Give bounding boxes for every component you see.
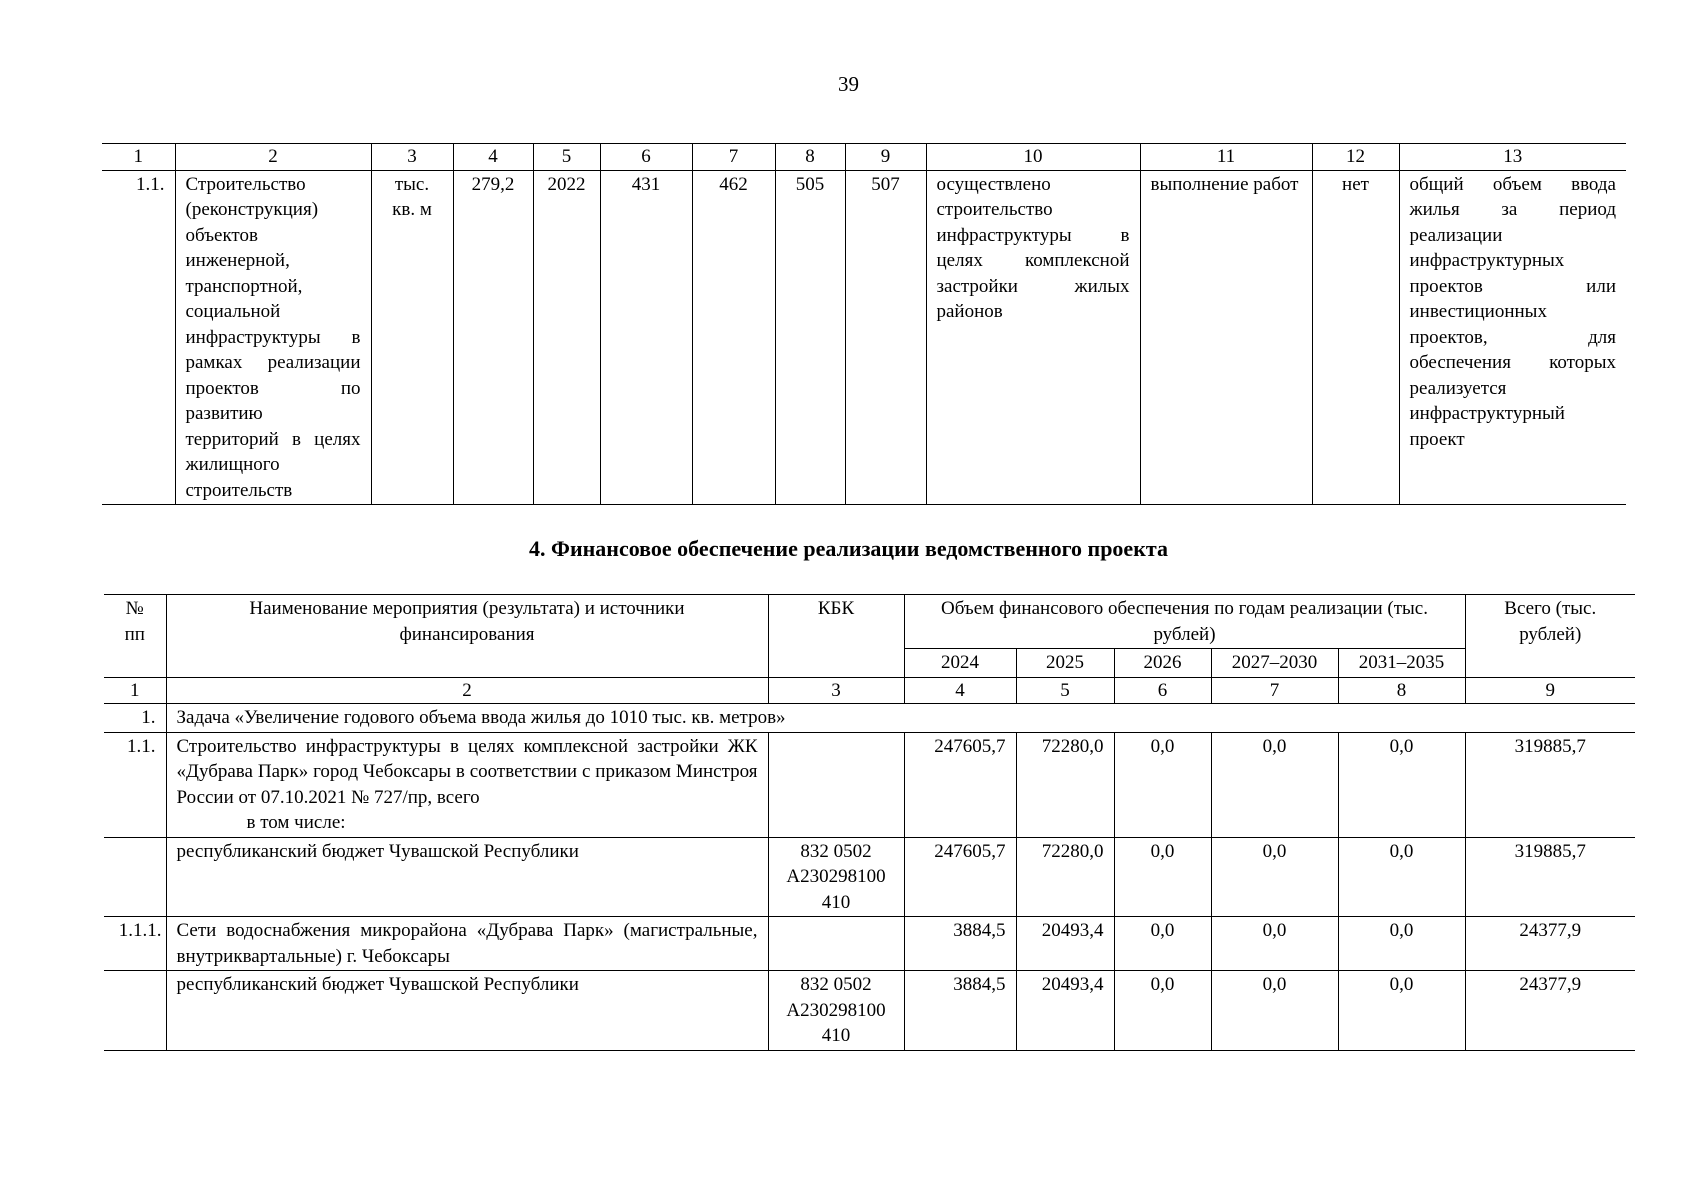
header-year: 2024 <box>904 649 1016 678</box>
row-name: Сети водоснабжения микрорайона «Дубрава Парк» (магистральные, внутриквартальные) г. Чебоксары <box>166 917 768 971</box>
row-number: 1. <box>104 704 166 733</box>
row-sub-label: в том числе: <box>246 812 346 833</box>
row-number <box>104 837 166 917</box>
value-2025: 72280,0 <box>1016 837 1114 917</box>
value-2026: 0,0 <box>1114 837 1211 917</box>
value-2025: 20493,4 <box>1016 917 1114 971</box>
kbk-cell <box>768 917 904 971</box>
col-number: 13 <box>1399 144 1626 171</box>
base-year: 2022 <box>533 170 600 505</box>
page-number: 39 <box>838 72 859 96</box>
value-cell: 431 <box>600 170 692 505</box>
col-number: 4 <box>453 144 533 171</box>
unit: тыс. кв. м <box>371 170 453 505</box>
row-number <box>104 971 166 1051</box>
header-year: 2027–2030 <box>1211 649 1338 678</box>
value-2031-2035: 0,0 <box>1338 732 1465 837</box>
value-2031-2035: 0,0 <box>1338 971 1465 1051</box>
value-2031-2035: 0,0 <box>1338 837 1465 917</box>
task-text: Задача «Увеличение годового объема ввода жилья до 1010 тыс. кв. метров» <box>166 704 1635 733</box>
financing-table <box>104 594 1635 1051</box>
col-number: 1 <box>104 677 166 704</box>
value-2031-2035: 0,0 <box>1338 917 1465 971</box>
col-number: 8 <box>1338 677 1465 704</box>
value-total: 24377,9 <box>1465 971 1635 1051</box>
kbk-cell: 832 0502 А230298100 410 <box>768 971 904 1051</box>
row-name: республиканский бюджет Чувашской Республики <box>166 837 768 917</box>
row-name-cell <box>166 732 768 837</box>
value-2024: 247605,7 <box>904 732 1016 837</box>
table-row <box>102 170 1626 505</box>
value-total: 319885,7 <box>1465 837 1635 917</box>
value-2026: 0,0 <box>1114 732 1211 837</box>
task-row <box>104 704 1635 733</box>
col-number: 7 <box>692 144 775 171</box>
table-row <box>104 732 1635 837</box>
header-year: 2031–2035 <box>1338 649 1465 678</box>
result-characteristic: общий объем ввода жилья за период реализации инфраструктурных проектов или инвестиционных проектов, для обеспечения которых реализуется инфраструктурный проект <box>1399 170 1626 505</box>
value-2024: 3884,5 <box>904 917 1016 971</box>
row-name: республиканский бюджет Чувашской Республики <box>166 971 768 1051</box>
row-number: 1.1. <box>104 732 166 837</box>
result-type: выполнение работ <box>1140 170 1312 505</box>
header-year: 2026 <box>1114 649 1211 678</box>
header-number: № пп <box>104 595 166 678</box>
header-volume: Объем финансового обеспечения по годам реализации (тыс. рублей) <box>904 595 1465 649</box>
col-number: 9 <box>845 144 926 171</box>
row-number: 1.1. <box>102 170 175 505</box>
column-number-row <box>104 677 1635 704</box>
col-number: 4 <box>904 677 1016 704</box>
value-2027-2030: 0,0 <box>1211 917 1338 971</box>
col-number: 5 <box>533 144 600 171</box>
value-2024: 3884,5 <box>904 971 1016 1051</box>
base-value: 279,2 <box>453 170 533 505</box>
kbk-cell: 832 0502 А230298100 410 <box>768 837 904 917</box>
result-flag: нет <box>1312 170 1399 505</box>
col-number: 5 <box>1016 677 1114 704</box>
value-2026: 0,0 <box>1114 917 1211 971</box>
value-2024: 247605,7 <box>904 837 1016 917</box>
value-2027-2030: 0,0 <box>1211 732 1338 837</box>
col-number: 2 <box>166 677 768 704</box>
column-number-row <box>102 144 1626 171</box>
col-number: 3 <box>768 677 904 704</box>
col-number: 1 <box>102 144 175 171</box>
table-row <box>104 971 1635 1051</box>
col-number: 12 <box>1312 144 1399 171</box>
col-number: 11 <box>1140 144 1312 171</box>
col-number: 6 <box>1114 677 1211 704</box>
table-row <box>104 837 1635 917</box>
value-2025: 72280,0 <box>1016 732 1114 837</box>
header-row <box>104 595 1635 649</box>
row-name: Строительство инфраструктуры в целях комплексной застройки ЖК «Дубрава Парк» город Чебоксары в соответствии с приказом Минстроя России от 07.10.2021 № 727/пр, всего <box>176 735 758 808</box>
value-2025: 20493,4 <box>1016 971 1114 1051</box>
value-total: 319885,7 <box>1465 732 1635 837</box>
header-year: 2025 <box>1016 649 1114 678</box>
result-description: осуществлено строительство инфраструктуры в целях комплексной застройки жилых районов <box>926 170 1140 505</box>
section-title: 4. Финансовое обеспечение реализации ведомственного проекта <box>529 536 1168 561</box>
indicators-table <box>102 143 1626 505</box>
value-cell: 507 <box>845 170 926 505</box>
row-number: 1.1.1. <box>104 917 166 971</box>
col-number: 3 <box>371 144 453 171</box>
value-total: 24377,9 <box>1465 917 1635 971</box>
value-cell: 462 <box>692 170 775 505</box>
value-2026: 0,0 <box>1114 971 1211 1051</box>
col-number: 2 <box>175 144 371 171</box>
col-number: 8 <box>775 144 845 171</box>
col-number: 7 <box>1211 677 1338 704</box>
col-number: 9 <box>1465 677 1635 704</box>
col-number: 10 <box>926 144 1140 171</box>
value-2027-2030: 0,0 <box>1211 837 1338 917</box>
header-kbk: КБК <box>768 595 904 678</box>
col-number: 6 <box>600 144 692 171</box>
result-name: Строительство (реконструкция) объектов инженерной, транспортной, социальной инфраструктуры в рамках реализации проектов по развитию территорий в целях жилищного строительств <box>175 170 371 505</box>
kbk-cell <box>768 732 904 837</box>
value-2027-2030: 0,0 <box>1211 971 1338 1051</box>
value-cell: 505 <box>775 170 845 505</box>
table-row <box>104 917 1635 971</box>
header-total: Всего (тыс. рублей) <box>1465 595 1635 678</box>
header-name: Наименование мероприятия (результата) и источники финансирования <box>166 595 768 678</box>
